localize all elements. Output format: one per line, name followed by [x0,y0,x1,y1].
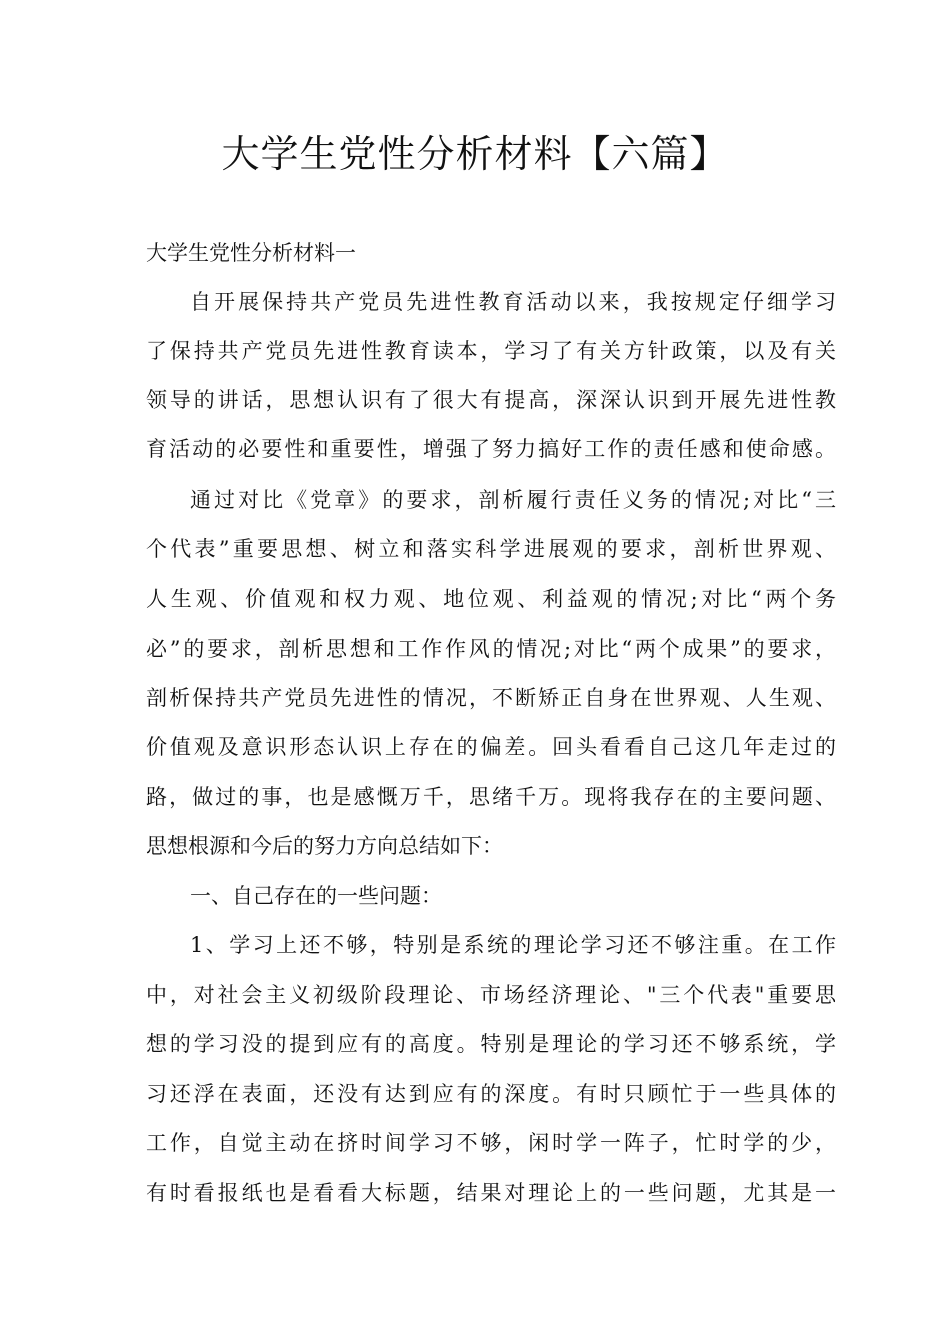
section-heading: 大学生党性分析材料一 [146,241,356,265]
text-line: 有时看报纸也是看看大标题，结果对理论上的一些问题，尤其是一 [146,1181,836,1205]
text-line: 工作，自觉主动在挤时间学习不够，闲时学一阵子，忙时学的少， [146,1131,836,1155]
text-line: 个代表”重要思想、树立和落实科学进展观的要求，剖析世界观、 [146,537,836,561]
text-line: 育活动的必要性和重要性，增强了努力搞好工作的责任感和使命感。 [146,437,836,461]
text-line: 想的学习没的提到应有的高度。特别是理论的学习还不够系统，学 [146,1032,836,1056]
list-heading: 一、自己存在的一些问题： [190,884,442,908]
text-line: 中，对社会主义初级阶段理论、市场经济理论、"三个代表"重要思 [146,983,836,1007]
text-line: 路，做过的事，也是感慨万千，思绪千万。现将我存在的主要问题、 [146,785,836,809]
text-line: 必”的要求，剖析思想和工作作风的情况;对比“两个成果”的要求， [146,637,836,661]
text-line: 通过对比《党章》的要求，剖析履行责任义务的情况;对比“三 [190,488,836,512]
text-line: 1、学习上还不够，特别是系统的理论学习还不够注重。在工作 [190,933,836,957]
document-title: 大学生党性分析材料【六篇】 [221,132,729,176]
text-line: 了保持共产党员先进性教育读本，学习了有关方针政策，以及有关 [146,339,836,363]
text-line: 自开展保持共产党员先进性教育活动以来，我按规定仔细学习 [190,290,836,314]
text-line: 习还浮在表面，还没有达到应有的深度。有时只顾忙于一些具体的 [146,1082,836,1106]
text-line: 人生观、价值观和权力观、地位观、利益观的情况;对比“两个务 [146,587,836,611]
text-line: 思想根源和今后的努力方向总结如下： [146,834,503,858]
text-line: 价值观及意识形态认识上存在的偏差。回头看看自己这几年走过的 [146,735,836,759]
text-line: 剖析保持共产党员先进性的情况，不断矫正自身在世界观、人生观、 [146,686,836,710]
text-line: 领导的讲话，思想认识有了很大有提高，深深认识到开展先进性教 [146,388,836,412]
